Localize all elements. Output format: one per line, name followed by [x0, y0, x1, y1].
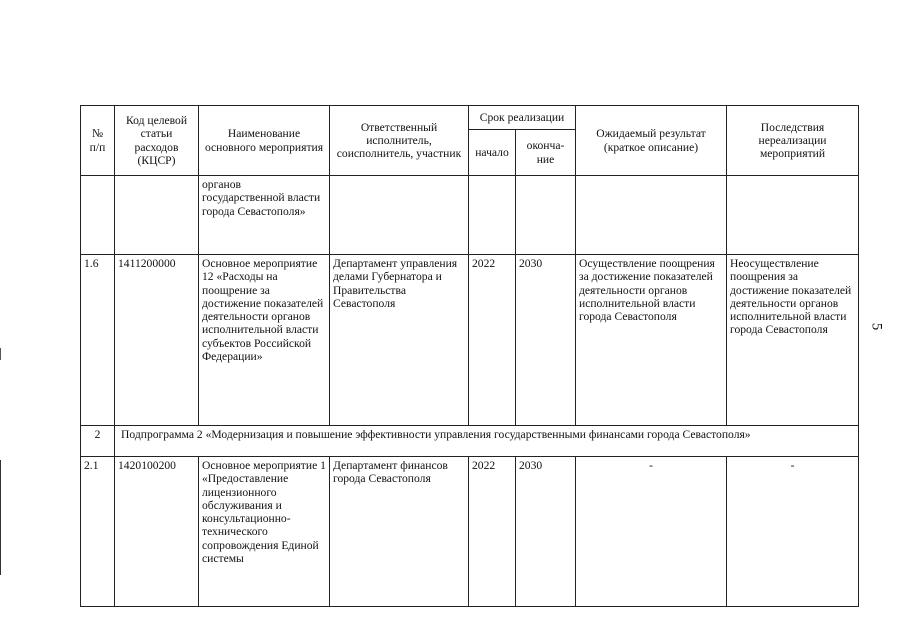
- cell-consequences: -: [727, 457, 859, 607]
- subprogram-title: Подпрограмма 2 «Модернизация и повышение эффективности управления государственными финансами города Севастополя»: [115, 426, 859, 457]
- cell-start: [469, 176, 516, 255]
- header-consequences: Последствия нереализации мероприятий: [727, 106, 859, 176]
- header-kcsr: Код целевой статьи расходов (КЦСР): [115, 106, 199, 176]
- header-num: № п/п: [81, 106, 115, 176]
- cell-start: 2022: [469, 255, 516, 426]
- cell-consequences: Неосуществление поощрения за достижение показателей деятельности органов исполнительной власти города Севастополя: [727, 255, 859, 426]
- header-start: начало: [469, 130, 516, 176]
- cell-kcsr: [115, 176, 199, 255]
- subprogram-num: 2: [81, 426, 115, 457]
- header-executor: Ответственный исполнитель, соисполнитель, участник: [330, 106, 469, 176]
- scan-artifact: [0, 348, 1, 360]
- header-term: Срок реализации: [469, 106, 576, 130]
- header-result: Ожидаемый результат (краткое описание): [576, 106, 727, 176]
- cell-num: 2.1: [81, 457, 115, 607]
- cell-kcsr: 1420100200: [115, 457, 199, 607]
- cell-kcsr: 1411200000: [115, 255, 199, 426]
- page-number: 5: [868, 322, 885, 331]
- cell-end: 2030: [516, 457, 576, 607]
- subprogram-row: [81, 426, 859, 457]
- cell-num: [81, 176, 115, 255]
- cell-name: Основное мероприятие 12 «Расходы на поощрение за достижение показателей деятельности органов исполнительной власти субъектов Российской Федерации»: [199, 255, 330, 426]
- header-end: оконча- ние: [516, 130, 576, 176]
- cell-executor: [330, 176, 469, 255]
- cell-consequences: [727, 176, 859, 255]
- header-name: Наименование основного мероприятия: [199, 106, 330, 176]
- cell-executor: Департамент финансов города Севастополя: [330, 457, 469, 607]
- cell-result: Осуществление поощрения за достижение показателей деятельности органов исполнительной власти города Севастополя: [576, 255, 727, 426]
- table-row: [81, 255, 859, 426]
- activities-table: [80, 105, 859, 607]
- cell-name: Основное мероприятие 1 «Предоставление лицензионного обслуживания и консультационно-технического сопровождения Единой системы: [199, 457, 330, 607]
- cell-name: органов государственной власти города Севастополя»: [199, 176, 330, 255]
- cell-result: [576, 176, 727, 255]
- table-row: [81, 176, 859, 255]
- cell-start: 2022: [469, 457, 516, 607]
- table-header: [81, 106, 859, 176]
- cell-result: -: [576, 457, 727, 607]
- cell-num: 1.6: [81, 255, 115, 426]
- scan-artifact: [0, 460, 1, 575]
- table-row: [81, 457, 859, 607]
- cell-end: [516, 176, 576, 255]
- cell-executor: Департамент управления делами Губернатора и Правительства Севастополя: [330, 255, 469, 426]
- cell-end: 2030: [516, 255, 576, 426]
